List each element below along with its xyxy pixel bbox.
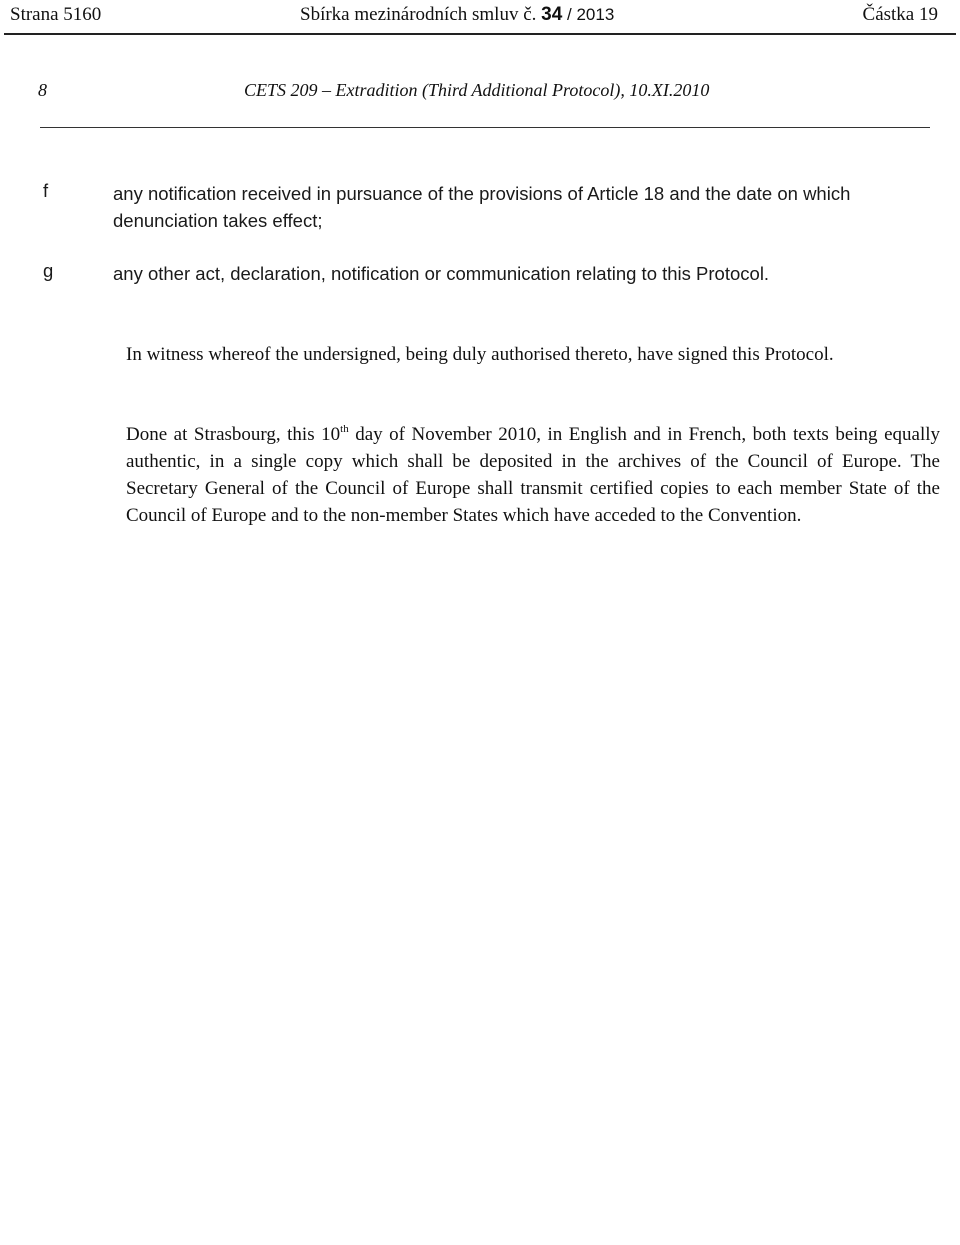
header-divider <box>4 33 956 35</box>
list-item-letter: f <box>43 180 49 201</box>
witness-paragraph: In witness whereof the undersigned, being duly authorised thereto, have signed this Protocol. <box>126 344 834 365</box>
done-at-paragraph <box>126 421 940 529</box>
list-item-text: any notification received in pursuance of the provisions of Article 18 and the date on which denunciation takes effect; <box>113 183 851 231</box>
list-item-letter: g <box>43 260 54 281</box>
done-text-start: Done at Strasbourg, this 10 <box>126 424 341 445</box>
collection-year: / 2013 <box>567 5 615 24</box>
gazette-part-number: Částka 19 <box>862 4 938 25</box>
gazette-collection-title <box>300 4 614 26</box>
document-page-number: 8 <box>38 80 47 100</box>
collection-number: 34 <box>541 4 563 25</box>
gazette-header <box>0 0 960 34</box>
done-text-rest: day of November 2010, in English and in French, both texts being equally authentic, in a single copy which shall be deposited in the archives of the Council of Europe. The Secretary General of the Council of Europe shall transmit certified copies to each member State of the Council of Europe and to the non-member States which have acceded to the Convention. <box>126 424 941 526</box>
document-title: CETS 209 – Extradition (Third Additional Protocol), 10.XI.2010 <box>244 80 710 100</box>
document-header-divider <box>40 127 930 128</box>
gazette-page-number: Strana 5160 <box>10 4 102 25</box>
collection-name: Sbírka mezinárodních smluv č. <box>300 4 537 25</box>
list-item-text: any other act, declaration, notification or communication relating to this Protocol. <box>113 263 770 284</box>
ordinal-suffix: th <box>340 423 349 435</box>
